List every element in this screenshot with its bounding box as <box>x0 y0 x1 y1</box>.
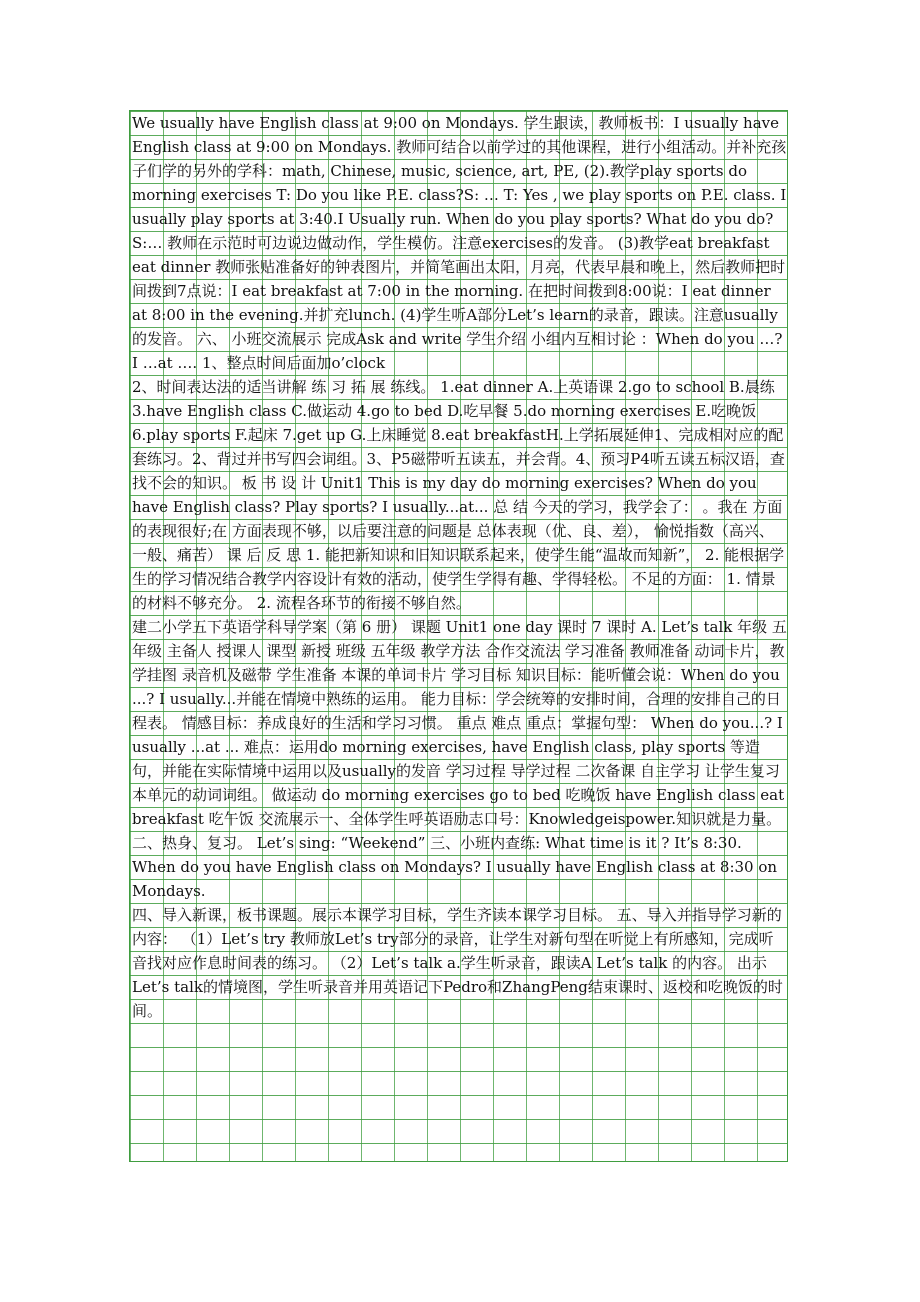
paragraph-2: 2、时间表达法的适当讲解 练 习 拓 展 练线。 1.eat dinner A.上英语课 2.go to school B.晨练 3.have English class C.做运动 4.go to bed D.吃早餐 5.do morning exercises E.吃晚饭 6.play sports F.起床 7.get up G.上床睡觉 8.eat breakfastH.上学拓展延伸1、完成相对应的配套练习。2、背过并书写四会词组。3、P5磁带听五读五，并会背。4、预习P4听五读五标汉语，查找不会的知识。 板 书 设 计 Unit1 This is my day do morning exercises? When do you have English class? Play sports? I usually...at... 总 结 今天的学习，我学会了： 。我在 方面的表现很好;在 方面表现不够，以后要注意的问题是 总体表现（优、良、差）， 愉悦指数（高兴、一般、痛苦） 课 后 反 思 1. 能把新知识和旧知识联系起来，使学生能“温故而知新”， 2. 能根据学生的学习情况结合教学内容设计有效的活动，使学生学得有趣、学得轻松。 不足的方面： 1. 情景的材料不够充分。 2. 流程各环节的衔接不够自然。 <box>132 378 785 612</box>
document-body <box>130 111 787 1023</box>
lesson-plan-grid-page <box>129 110 788 1162</box>
paragraph-4: 四、导入新课，板书课题。展示本课学习目标，学生齐读本课学习目标。 五、导入并指导学习新的内容： （1）Let’s try 教师放Let’s try部分的录音，让学生对新句型在听觉上有所感知，完成听音找对应作息时间表的练习。 （2）Let’s talk a.学生听录音，跟读A Let’s talk 的内容。 出示Let’s talk的情境图，学生听录音并用英语记下Pedro和ZhangPeng结束课时、返校和吃晚饭的时间。 <box>132 906 783 1020</box>
paragraph-3: 建二小学五下英语学科导学案（第 6 册） 课题 Unit1 one day 课时 7 课时 A. Let’s talk 年级 五年级 主备人 授课人 课型 新授 班级 五年级 教学方法 合作交流法 学习准备 教师准备 动词卡片，教学挂图 录音机及磁带 学生准备 本课的单词卡片 学习目标 知识目标：能听懂会说：When do you ...? I usually...并能在情境中熟练的运用。 能力目标：学会统筹的安排时间，合理的安排自己的日程表。 情感目标：养成良好的生活和学习习惯。 重点 难点 重点：掌握句型： When do you...? I usually ...at ... 难点：运用do morning exercises, have English class, play sports 等造句，并能在实际情境中运用以及usually的发音 学习过程 导学过程 二次备课 自主学习 让学生复习本单元的动词词组。 做运动 do morning exercises go to bed 吃晚饭 have English class eat breakfast 吃午饭 交流展示一、全体学生呼英语励志口号：Knowledgeispower.知识就是力量。二、热身、复习。 Let’s sing: “Weekend” 三、小班内查练: What time is it ? It’s 8:30. When do you have English class on Mondays? I usually have English class at 8:30 on Mondays. <box>132 618 787 900</box>
paragraph-1: We usually have English class at 9:00 on Mondays. 学生跟读，教师板书：I usually have English class at 9:00 on Mondays. 教师可结合以前学过的其他课程，进行小组活动。并补充孩子们学的另外的学科：math, Chinese, music, science, art, PE, (2).教学play sports do morning exercises T: Do you like P.E. class?S: … T: Yes , we play sports on P.E. class. I usually play sports at 3:40.I Usually run. When do you play sports? What do you do?S:… 教师在示范时可边说边做动作，学生模仿。注意exercises的发音。 (3)教学eat breakfast eat dinner 教师张贴准备好的钟表图片，并简笔画出太阳，月亮，代表早晨和晚上，然后教师把时间拨到7点说：I eat breakfast at 7:00 in the morning. 在把时间拨到8:00说：I eat dinner at 8:00 in the evening.并扩充lunch. (4)学生听A部分Let’s learn的录音，跟读。注意usually的发音。 六、 小班交流展示 完成Ask and write 学生介绍 小组内互相讨论 ：When do you …?I …at …. 1、整点时间后面加o’clock <box>132 114 787 372</box>
